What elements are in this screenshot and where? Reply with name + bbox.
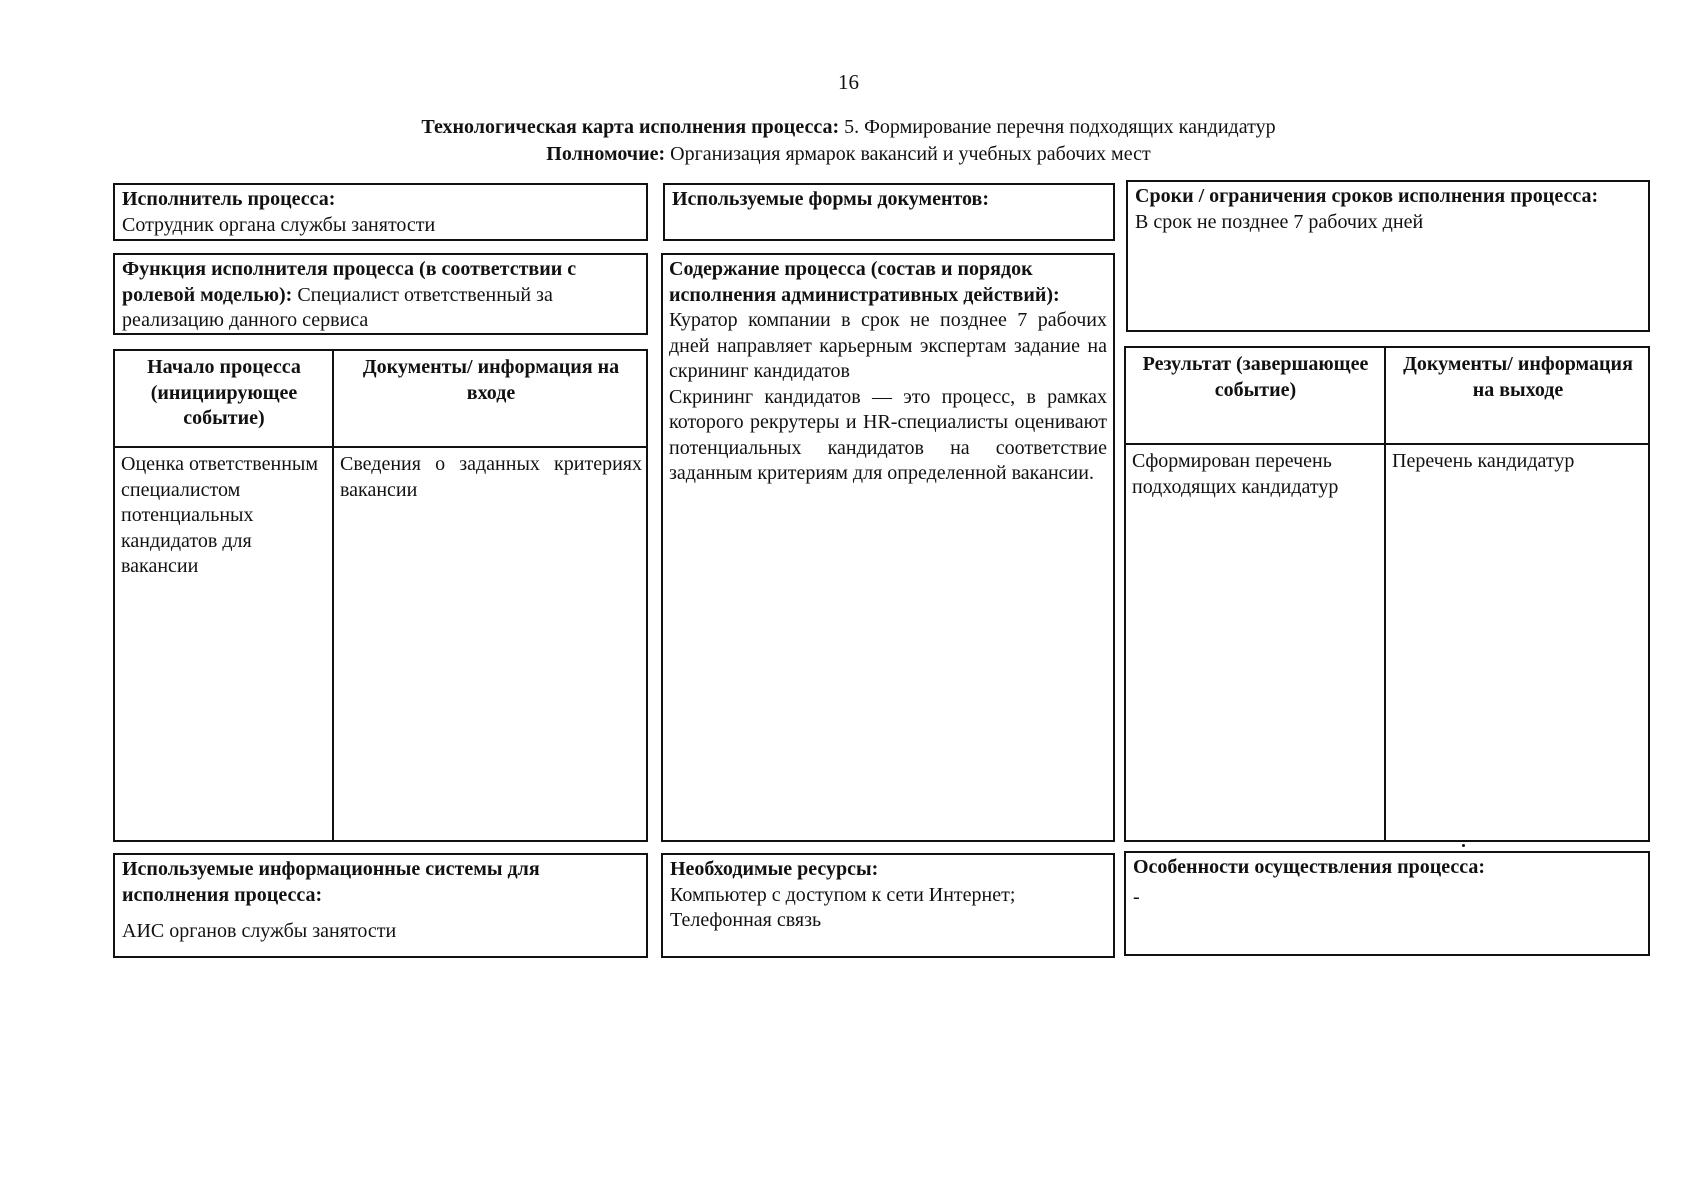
output-table xyxy=(1124,346,1650,842)
process-title xyxy=(0,115,1697,141)
input-header-start: Начало процесса (инициирующее событие) xyxy=(147,356,301,429)
output-header-result: Результат (завершающее событие) xyxy=(1142,353,1369,401)
input-cell-docs: Сведения о заданных критериях вакансии xyxy=(340,453,642,501)
forms-label: Используемые формы документов: xyxy=(672,188,990,210)
function-value: Специалист ответственный за реализацию данного сервиса xyxy=(122,283,553,331)
resources-line-1: Компьютер с доступом к сети Интернет; xyxy=(670,883,1016,906)
content-label: Содержание процесса (состав и порядок исполнения административных действий): xyxy=(669,258,1060,306)
content-box xyxy=(661,253,1115,842)
output-header-docs: Документы/ информация на выходе xyxy=(1403,353,1633,401)
content-paragraph-2: Скрининг кандидатов — это процесс, в рамках которого рекрутеры и HR-специалисты оценивают потенциальных кандидатов на соответствие заданным критериям для определенной вакансии. xyxy=(669,385,1107,484)
deadlines-value: В срок не позднее 7 рабочих дней xyxy=(1135,210,1424,233)
content-paragraph-1: Куратор компании в срок не позднее 7 рабочих дней направляет карьерным экспертам задание на скрининг кандидатов xyxy=(669,309,1107,382)
info-systems-value: АИС органов службы занятости xyxy=(122,920,397,942)
executor-value: Сотрудник органа службы занятости xyxy=(122,213,436,236)
output-cell-result: Сформирован перечень подходящих кандидатур xyxy=(1132,450,1339,498)
features-value: - xyxy=(1133,885,1140,908)
page-number: 16 xyxy=(838,70,859,94)
process-title-value: 5. Формирование перечня подходящих кандидатур xyxy=(839,116,1276,138)
authority-label: Полномочие: xyxy=(546,143,666,165)
function-label: Функция исполнителя процесса (в соответствии с ролевой моделью): xyxy=(122,258,577,306)
resources-line-2: Телефонная связь xyxy=(670,909,822,931)
features-label: Особенности осуществления процесса: xyxy=(1133,856,1486,878)
input-cell-start: Оценка ответственным специалистом потенциальных кандидатов для вакансии xyxy=(121,453,319,577)
resources-label: Необходимые ресурсы: xyxy=(670,858,879,880)
executor-box xyxy=(113,183,648,241)
resources-box xyxy=(661,853,1115,958)
authority-title xyxy=(0,142,1697,168)
features-box xyxy=(1124,851,1650,956)
deadlines-label: Сроки / ограничения сроков исполнения процесса: xyxy=(1135,185,1599,207)
process-title-label: Технологическая карта исполнения процесса: xyxy=(421,116,840,138)
forms-box xyxy=(663,183,1115,241)
input-table xyxy=(113,349,648,842)
output-cell-docs: Перечень кандидатур xyxy=(1392,450,1575,472)
info-systems-box xyxy=(113,853,648,958)
function-box xyxy=(113,253,648,335)
scan-dot xyxy=(1462,844,1465,847)
deadlines-box xyxy=(1126,180,1650,332)
authority-value: Организация ярмарок вакансий и учебных рабочих мест xyxy=(665,143,1151,165)
executor-label: Исполнитель процесса: xyxy=(122,188,336,210)
input-header-docs: Документы/ информация на входе xyxy=(362,356,620,404)
info-systems-label: Используемые информационные системы для исполнения процесса: xyxy=(122,858,540,906)
